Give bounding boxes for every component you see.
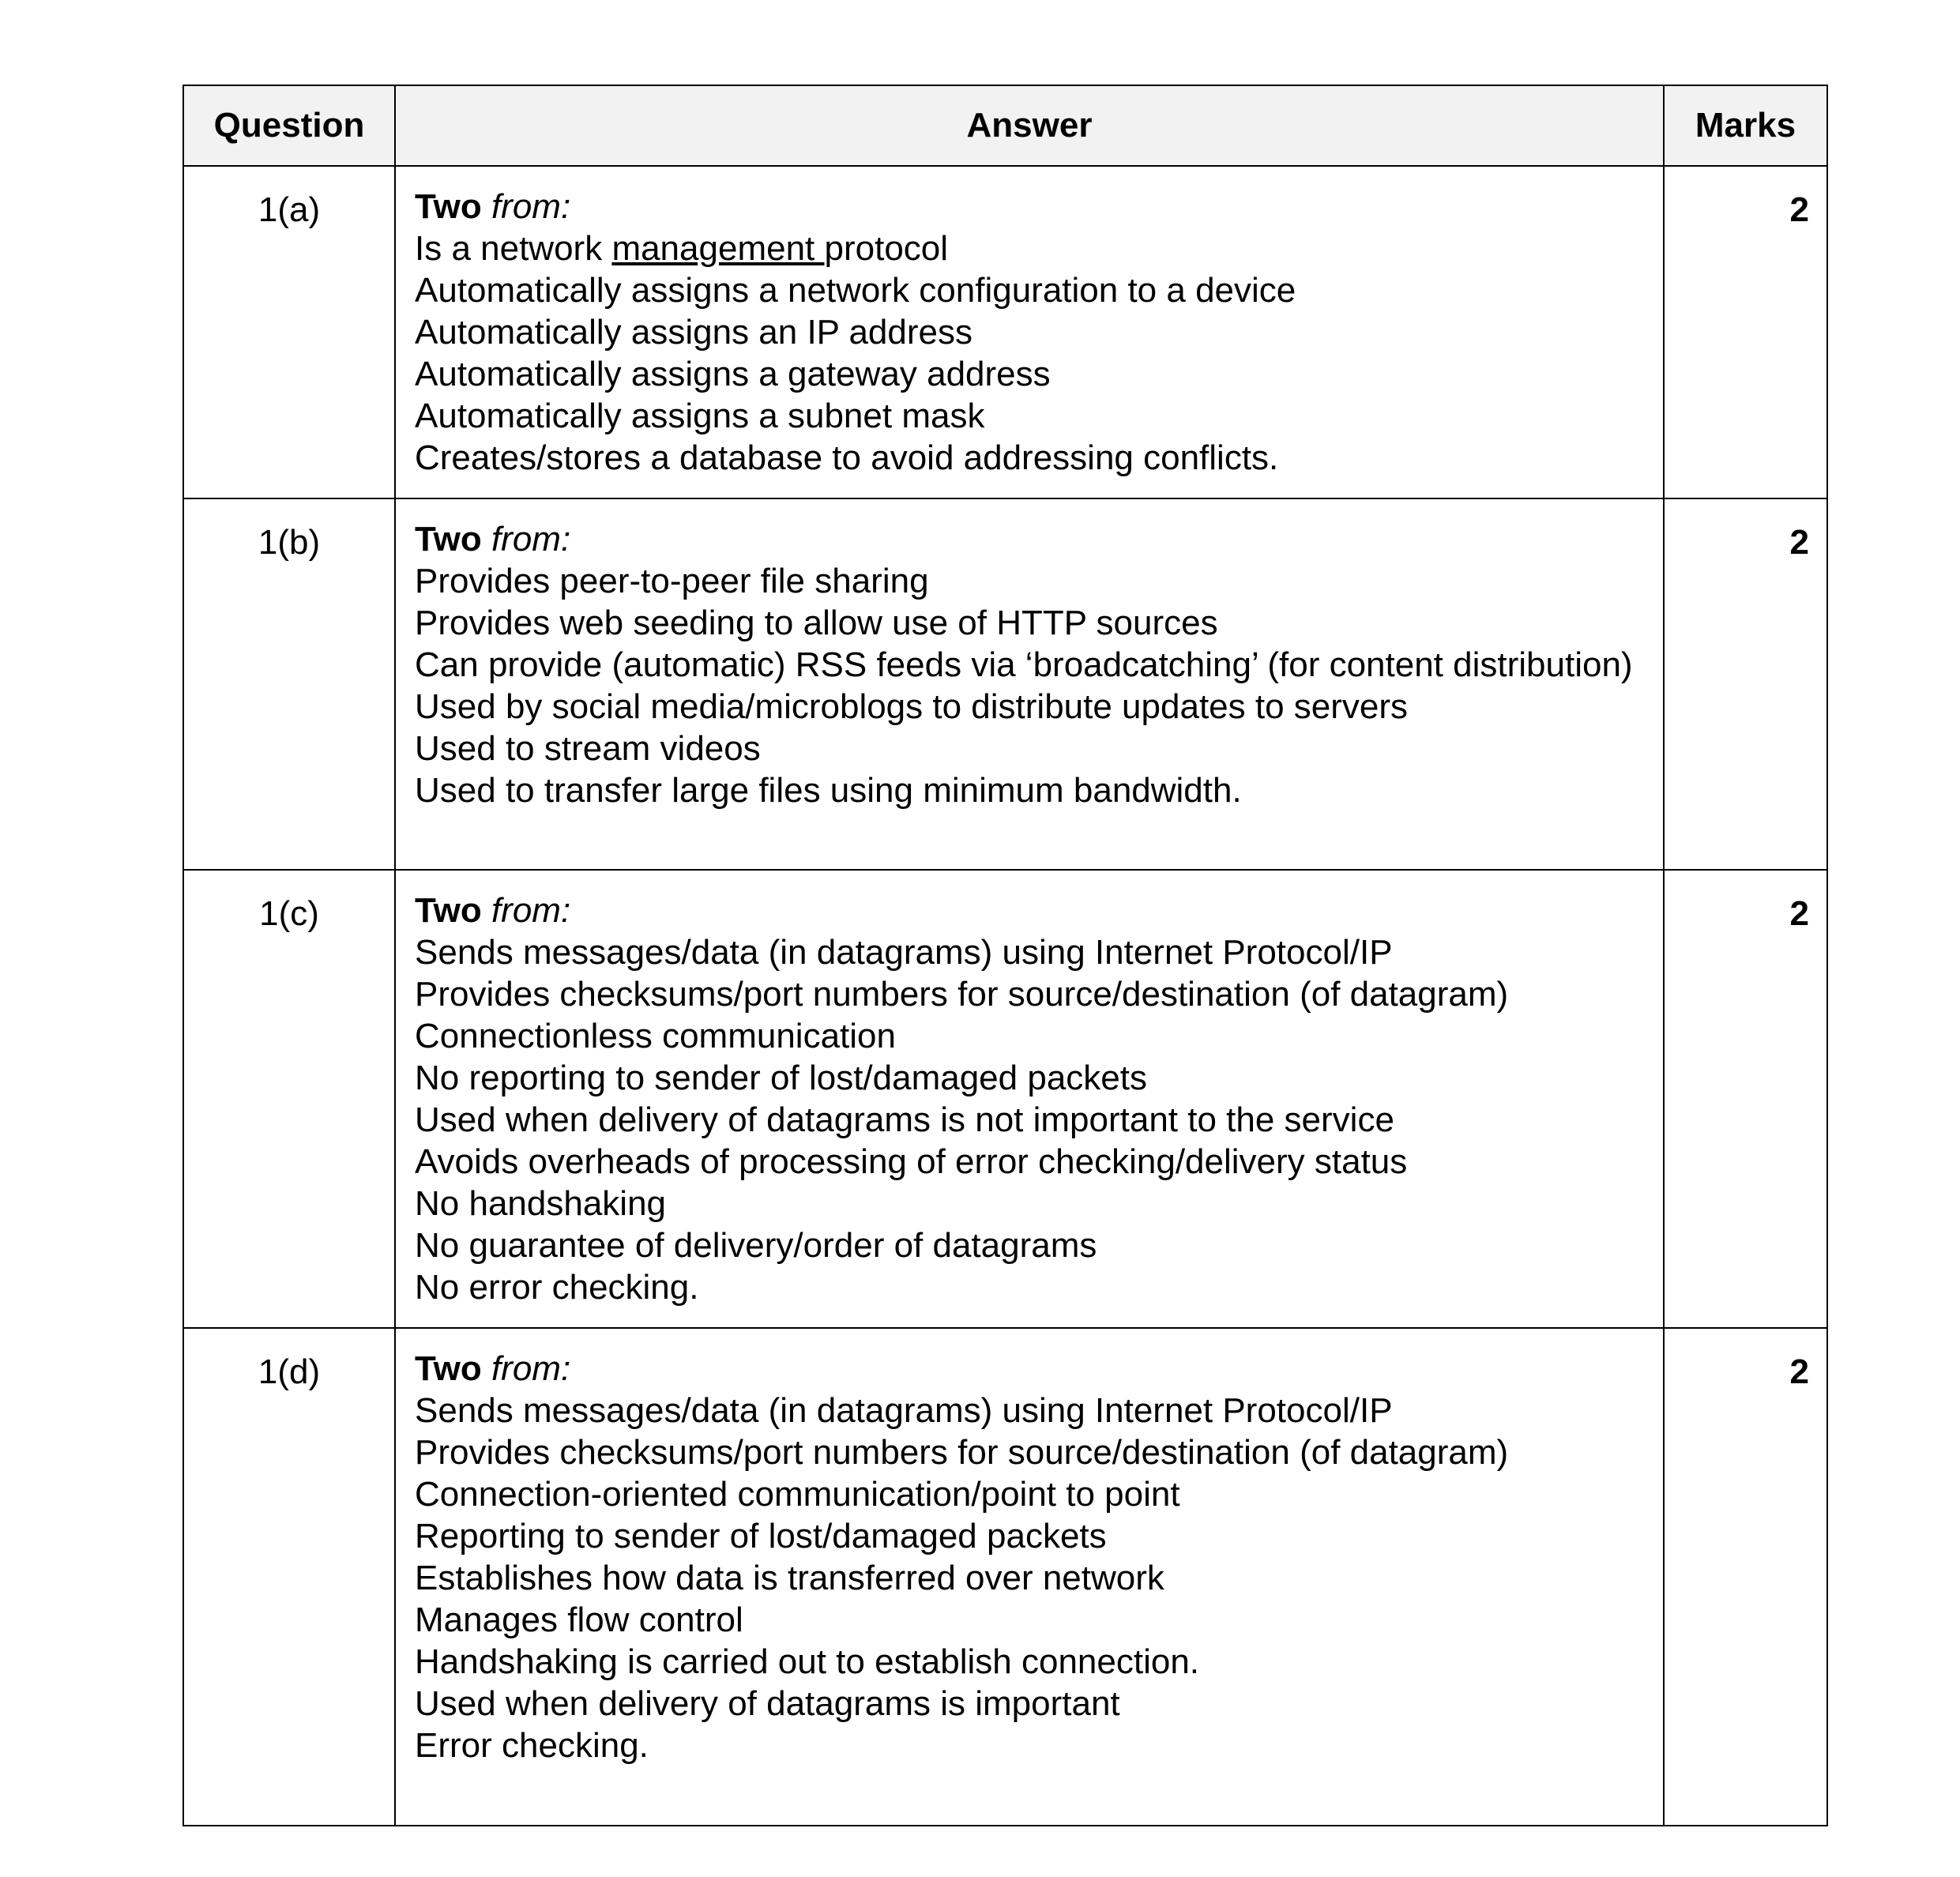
question-number: 1(c) — [183, 870, 395, 1328]
table-row — [183, 1328, 1827, 1826]
answer-cell — [395, 870, 1664, 1328]
table-row — [183, 870, 1827, 1328]
answer-line: Connection-oriented communication/point to point — [415, 1475, 1180, 1514]
answer-line: Provides peer-to-peer file sharing — [415, 562, 929, 600]
mark-scheme-table — [182, 85, 1828, 1826]
question-number: 1(b) — [183, 498, 395, 870]
answer-line: Used by social media/microblogs to distribute updates to servers — [415, 687, 1409, 726]
marks-value: 2 — [1664, 870, 1827, 1328]
answer-cell — [395, 498, 1664, 870]
header-answer: Answer — [395, 85, 1664, 166]
answer-line: Manages flow control — [415, 1601, 743, 1639]
answer-line: Establishes how data is transferred over network — [415, 1559, 1164, 1597]
answer-line: No error checking. — [415, 1268, 699, 1307]
table-header-row — [183, 85, 1827, 166]
answer-line: Sends messages/data (in datagrams) using Internet Protocol/IP — [415, 933, 1393, 972]
answer-line: Connectionless communication — [415, 1017, 896, 1055]
answer-line: Handshaking is carried out to establish connection. — [415, 1642, 1200, 1681]
answer-line: No guarantee of delivery/order of datagrams — [415, 1226, 1097, 1265]
marks-value: 2 — [1664, 166, 1827, 498]
answer-line: Error checking. — [415, 1726, 649, 1765]
answer-cell — [395, 1328, 1664, 1826]
answer-line: Creates/stores a database to avoid addressing conflicts. — [415, 438, 1279, 477]
answer-line: Provides checksums/port numbers for source/destination (of datagram) — [415, 1433, 1509, 1472]
answer-line: Reporting to sender of lost/damaged packets — [415, 1517, 1107, 1555]
answer-line: Used to stream videos — [415, 729, 761, 768]
underlined-keyword: management — [611, 229, 825, 268]
answer-line: Used when delivery of datagrams is not important to the service — [415, 1100, 1394, 1139]
answer-line: Is a network management protocol — [415, 229, 949, 268]
marks-value: 2 — [1664, 1328, 1827, 1826]
answer-intro: Two from: — [415, 520, 571, 559]
answer-cell — [395, 166, 1664, 498]
header-question: Question — [183, 85, 395, 166]
answer-line: Automatically assigns a subnet mask — [415, 397, 985, 435]
answer-line: No reporting to sender of lost/damaged packets — [415, 1059, 1147, 1097]
answer-line: Provides web seeding to allow use of HTTP sources — [415, 604, 1218, 642]
answer-line: Automatically assigns a network configuration to a device — [415, 271, 1296, 310]
answer-line: Automatically assigns an IP address — [415, 313, 972, 352]
table-row — [183, 498, 1827, 870]
answer-intro: Two from: — [415, 187, 571, 226]
answer-line: Avoids overheads of processing of error checking/delivery status — [415, 1142, 1408, 1181]
answer-line: Sends messages/data (in datagrams) using Internet Protocol/IP — [415, 1391, 1393, 1430]
table-row — [183, 166, 1827, 498]
answer-line: No handshaking — [415, 1184, 667, 1223]
answer-line: Can provide (automatic) RSS feeds via ‘broadcatching’ (for content distribution) — [415, 645, 1633, 684]
answer-line: Used to transfer large files using minimum bandwidth. — [415, 771, 1242, 810]
header-marks: Marks — [1664, 85, 1827, 166]
question-number: 1(d) — [183, 1328, 395, 1826]
answer-line: Automatically assigns a gateway address — [415, 355, 1051, 393]
answer-line: Used when delivery of datagrams is important — [415, 1684, 1120, 1723]
answer-line: Provides checksums/port numbers for source/destination (of datagram) — [415, 975, 1509, 1014]
answer-intro: Two from: — [415, 891, 571, 930]
question-number: 1(a) — [183, 166, 395, 498]
answer-intro: Two from: — [415, 1349, 571, 1388]
marks-value: 2 — [1664, 498, 1827, 870]
